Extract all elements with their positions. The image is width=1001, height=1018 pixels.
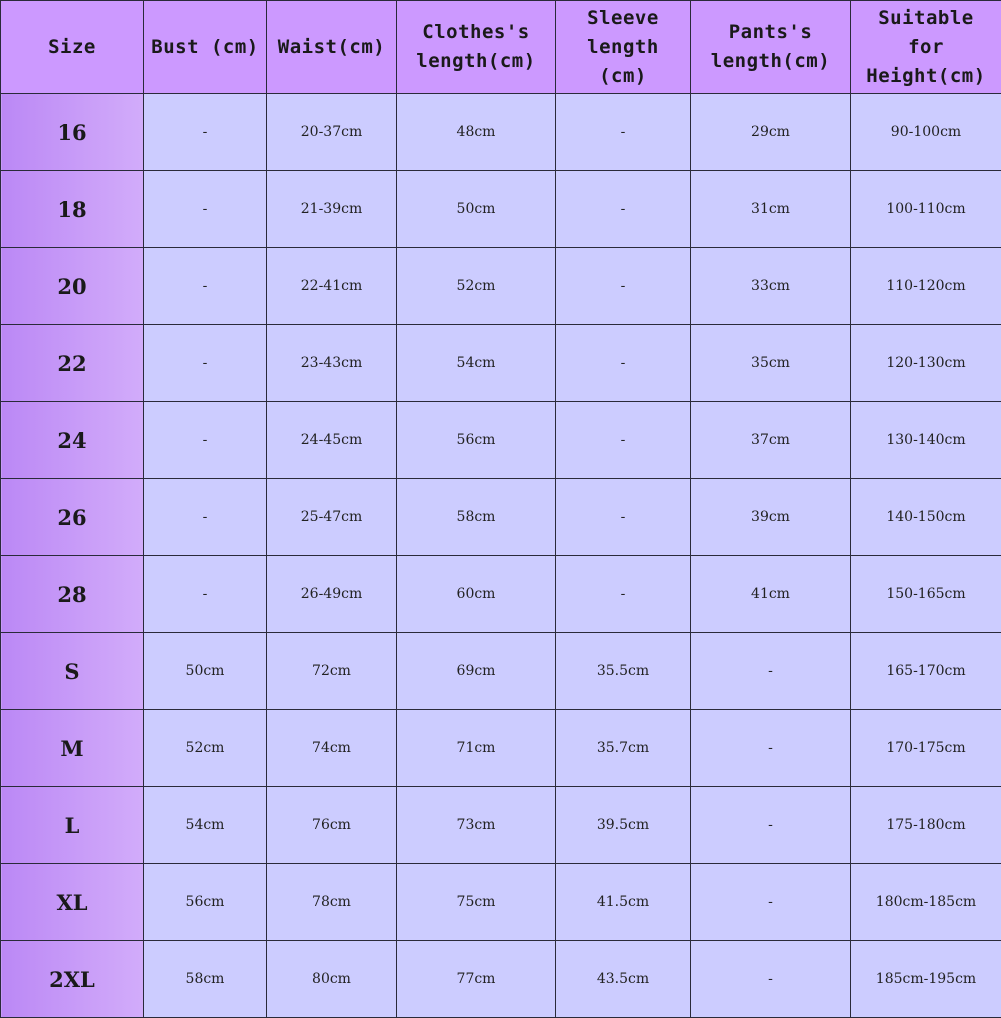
cell-bust: - bbox=[144, 556, 267, 633]
cell-clothes-length: 75cm bbox=[397, 864, 556, 941]
cell-pants-length: 41cm bbox=[691, 556, 851, 633]
cell-waist: 22-41cm bbox=[267, 248, 397, 325]
cell-suitable-height: 140-150cm bbox=[851, 479, 1001, 556]
cell-bust: - bbox=[144, 402, 267, 479]
cell-sleeve-length: - bbox=[556, 479, 691, 556]
cell-waist: 78cm bbox=[267, 864, 397, 941]
size-chart-body bbox=[1, 94, 1001, 1018]
cell-suitable-height: 150-165cm bbox=[851, 556, 1001, 633]
table-row bbox=[1, 556, 1001, 633]
cell-pants-length: - bbox=[691, 864, 851, 941]
cell-clothes-length: 56cm bbox=[397, 402, 556, 479]
cell-bust: 56cm bbox=[144, 864, 267, 941]
size-label-cell: M bbox=[1, 710, 144, 787]
cell-waist: 80cm bbox=[267, 941, 397, 1018]
cell-clothes-length: 58cm bbox=[397, 479, 556, 556]
table-row bbox=[1, 633, 1001, 710]
cell-waist: 24-45cm bbox=[267, 402, 397, 479]
size-label-cell: 26 bbox=[1, 479, 144, 556]
cell-waist: 25-47cm bbox=[267, 479, 397, 556]
table-row bbox=[1, 248, 1001, 325]
size-label-cell: 20 bbox=[1, 248, 144, 325]
header-waist: Waist(cm) bbox=[267, 1, 397, 94]
cell-pants-length: - bbox=[691, 633, 851, 710]
cell-bust: 54cm bbox=[144, 787, 267, 864]
cell-waist: 21-39cm bbox=[267, 171, 397, 248]
cell-waist: 26-49cm bbox=[267, 556, 397, 633]
cell-pants-length: 31cm bbox=[691, 171, 851, 248]
cell-suitable-height: 120-130cm bbox=[851, 325, 1001, 402]
cell-clothes-length: 60cm bbox=[397, 556, 556, 633]
cell-bust: - bbox=[144, 248, 267, 325]
cell-pants-length: 29cm bbox=[691, 94, 851, 171]
header-row bbox=[1, 1, 1001, 94]
size-label-cell: 2XL bbox=[1, 941, 144, 1018]
cell-sleeve-length: 35.5cm bbox=[556, 633, 691, 710]
header-pants-length: Pants's length(cm) bbox=[691, 1, 851, 94]
header-sleeve-length: Sleeve length (cm) bbox=[556, 1, 691, 94]
cell-clothes-length: 69cm bbox=[397, 633, 556, 710]
size-label-cell: 16 bbox=[1, 94, 144, 171]
header-suitable-height: Suitable for Height(cm) bbox=[851, 1, 1001, 94]
cell-bust: 58cm bbox=[144, 941, 267, 1018]
cell-clothes-length: 71cm bbox=[397, 710, 556, 787]
cell-bust: - bbox=[144, 325, 267, 402]
cell-suitable-height: 165-170cm bbox=[851, 633, 1001, 710]
cell-clothes-length: 48cm bbox=[397, 94, 556, 171]
size-label-cell: 24 bbox=[1, 402, 144, 479]
cell-pants-length: - bbox=[691, 710, 851, 787]
cell-waist: 76cm bbox=[267, 787, 397, 864]
cell-pants-length: 33cm bbox=[691, 248, 851, 325]
cell-sleeve-length: - bbox=[556, 556, 691, 633]
cell-bust: - bbox=[144, 94, 267, 171]
cell-suitable-height: 185cm-195cm bbox=[851, 941, 1001, 1018]
table-row bbox=[1, 710, 1001, 787]
table-row bbox=[1, 402, 1001, 479]
cell-sleeve-length: 43.5cm bbox=[556, 941, 691, 1018]
cell-pants-length: 35cm bbox=[691, 325, 851, 402]
cell-sleeve-length: 39.5cm bbox=[556, 787, 691, 864]
cell-waist: 23-43cm bbox=[267, 325, 397, 402]
cell-sleeve-length: - bbox=[556, 94, 691, 171]
cell-waist: 20-37cm bbox=[267, 94, 397, 171]
cell-sleeve-length: - bbox=[556, 402, 691, 479]
size-label-cell: 22 bbox=[1, 325, 144, 402]
cell-suitable-height: 180cm-185cm bbox=[851, 864, 1001, 941]
cell-suitable-height: 130-140cm bbox=[851, 402, 1001, 479]
size-label-cell: XL bbox=[1, 864, 144, 941]
size-label-cell: S bbox=[1, 633, 144, 710]
table-row bbox=[1, 864, 1001, 941]
cell-bust: - bbox=[144, 171, 267, 248]
table-row bbox=[1, 479, 1001, 556]
cell-suitable-height: 100-110cm bbox=[851, 171, 1001, 248]
cell-clothes-length: 50cm bbox=[397, 171, 556, 248]
cell-suitable-height: 110-120cm bbox=[851, 248, 1001, 325]
size-label-cell: 28 bbox=[1, 556, 144, 633]
size-label-cell: 18 bbox=[1, 171, 144, 248]
cell-waist: 72cm bbox=[267, 633, 397, 710]
cell-bust: 52cm bbox=[144, 710, 267, 787]
cell-suitable-height: 170-175cm bbox=[851, 710, 1001, 787]
table-row bbox=[1, 941, 1001, 1018]
cell-suitable-height: 175-180cm bbox=[851, 787, 1001, 864]
cell-clothes-length: 77cm bbox=[397, 941, 556, 1018]
size-label-cell: L bbox=[1, 787, 144, 864]
header-clothes-length: Clothes's length(cm) bbox=[397, 1, 556, 94]
cell-sleeve-length: - bbox=[556, 248, 691, 325]
size-chart-header bbox=[1, 1, 1001, 94]
table-row bbox=[1, 171, 1001, 248]
cell-sleeve-length: 35.7cm bbox=[556, 710, 691, 787]
cell-clothes-length: 54cm bbox=[397, 325, 556, 402]
cell-sleeve-length: - bbox=[556, 171, 691, 248]
cell-pants-length: 37cm bbox=[691, 402, 851, 479]
cell-sleeve-length: - bbox=[556, 325, 691, 402]
header-size: Size bbox=[1, 1, 144, 94]
cell-bust: - bbox=[144, 479, 267, 556]
cell-sleeve-length: 41.5cm bbox=[556, 864, 691, 941]
cell-clothes-length: 52cm bbox=[397, 248, 556, 325]
cell-suitable-height: 90-100cm bbox=[851, 94, 1001, 171]
cell-clothes-length: 73cm bbox=[397, 787, 556, 864]
header-bust: Bust (cm) bbox=[144, 1, 267, 94]
cell-pants-length: 39cm bbox=[691, 479, 851, 556]
cell-pants-length: - bbox=[691, 941, 851, 1018]
table-row bbox=[1, 94, 1001, 171]
cell-pants-length: - bbox=[691, 787, 851, 864]
cell-bust: 50cm bbox=[144, 633, 267, 710]
cell-waist: 74cm bbox=[267, 710, 397, 787]
table-row bbox=[1, 325, 1001, 402]
table-row bbox=[1, 787, 1001, 864]
